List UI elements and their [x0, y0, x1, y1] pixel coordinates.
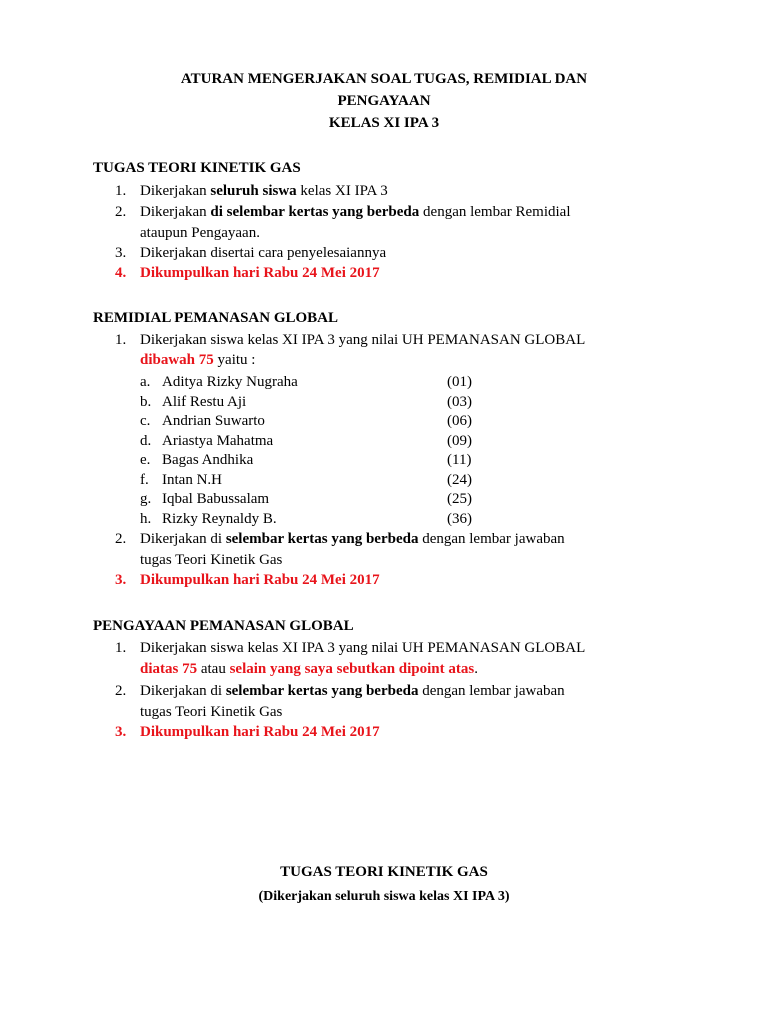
- remidial-item-3: Dikumpulkan hari Rabu 24 Mei 2017: [140, 572, 380, 588]
- tugas-item-2-number: 2.: [115, 204, 127, 220]
- pengayaan-item-2-continued: tugas Teori Kinetik Gas: [140, 704, 283, 720]
- tugas-item-1-number: 1.: [115, 183, 127, 199]
- student-name: Bagas Andhika: [162, 452, 254, 468]
- title-line-1: ATURAN MENGERJAKAN SOAL TUGAS, REMIDIAL DAN: [180, 71, 588, 87]
- student-number: (09): [447, 433, 472, 449]
- student-number: (06): [447, 413, 472, 429]
- remidial-item-1-rest: yaitu :: [213, 352, 256, 368]
- pengayaan-item-3-number: 3.: [115, 724, 127, 740]
- student-number: (03): [447, 394, 472, 410]
- tugas-item-1: [140, 183, 388, 200]
- student-name: Andrian Suwarto: [162, 413, 265, 429]
- remidial-item-2: [140, 531, 565, 548]
- student-letter: f.: [140, 472, 149, 488]
- pengayaan-item-1-end: .: [474, 661, 478, 677]
- student-name: Alif Restu Aji: [162, 394, 247, 410]
- student-number: (11): [447, 452, 472, 468]
- remidial-item-2-number: 2.: [115, 531, 127, 547]
- student-letter: e.: [140, 452, 151, 468]
- remidial-threshold: dibawah 75: [140, 352, 214, 368]
- pengayaan-item-1-mid: atau: [197, 661, 230, 677]
- title-line-3: KELAS XI IPA 3: [328, 115, 440, 131]
- tugas-item-2: [140, 204, 570, 221]
- student-letter: h.: [140, 511, 152, 527]
- pengayaan-item-1: Dikerjakan siswa kelas XI IPA 3 yang nilai UH PEMANASAN GLOBAL: [140, 640, 586, 656]
- tugas-item-2-text-a: Dikerjakan: [140, 204, 211, 220]
- tugas-item-1-text-c: kelas XI IPA 3: [296, 183, 388, 199]
- remidial-heading: REMIDIAL PEMANASAN GLOBAL: [93, 310, 339, 326]
- student-letter: g.: [140, 491, 152, 507]
- tugas-item-4-number: 4.: [115, 265, 127, 281]
- student-number: (25): [447, 491, 472, 507]
- remidial-item-1: Dikerjakan siswa kelas XI IPA 3 yang nilai UH PEMANASAN GLOBAL: [140, 332, 586, 348]
- tugas-item-2-text-c: dengan lembar Remidial: [419, 204, 571, 220]
- tugas-item-2-bold: di selembar kertas yang berbeda: [210, 204, 420, 220]
- remidial-item-1-number: 1.: [115, 332, 127, 348]
- student-letter: a.: [140, 374, 151, 390]
- student-name: Iqbal Babussalam: [162, 491, 270, 507]
- pengayaan-item-3: Dikumpulkan hari Rabu 24 Mei 2017: [140, 724, 380, 740]
- student-number: (36): [447, 511, 472, 527]
- tugas-item-4: Dikumpulkan hari Rabu 24 Mei 2017: [140, 265, 380, 281]
- remidial-item-2-text-a: Dikerjakan di: [140, 531, 226, 547]
- student-letter: c.: [140, 413, 151, 429]
- student-name: Intan N.H: [162, 472, 222, 488]
- tugas-item-2-continued: ataupun Pengayaan.: [140, 225, 260, 241]
- student-number: (01): [447, 374, 472, 390]
- document-title: [0, 68, 768, 134]
- remidial-item-2-bold: selembar kertas yang berbeda: [225, 531, 419, 547]
- student-name: Ariastya Mahatma: [162, 433, 274, 449]
- pengayaan-item-1-number: 1.: [115, 640, 127, 656]
- pengayaan-heading: PENGAYAAN PEMANASAN GLOBAL: [93, 618, 354, 634]
- tugas-item-3-number: 3.: [115, 245, 127, 261]
- remidial-item-1-continued: [140, 352, 255, 369]
- pengayaan-item-2-text-a: Dikerjakan di: [140, 683, 226, 699]
- tugas-item-1-bold: seluruh siswa: [210, 183, 297, 199]
- pengayaan-item-2: [140, 683, 565, 700]
- pengayaan-item-2-bold: selembar kertas yang berbeda: [225, 683, 419, 699]
- student-name: Aditya Rizky Nugraha: [162, 374, 298, 390]
- footer-subtitle: (Dikerjakan seluruh siswa kelas XI IPA 3): [258, 889, 510, 904]
- pengayaan-item-2-text-c: dengan lembar jawaban: [418, 683, 565, 699]
- student-number: (24): [447, 472, 472, 488]
- remidial-item-2-continued: tugas Teori Kinetik Gas: [140, 552, 283, 568]
- title-line-2: PENGAYAAN: [337, 93, 431, 109]
- pengayaan-item-1-continued: [140, 661, 478, 678]
- student-letter: b.: [140, 394, 152, 410]
- remidial-item-3-number: 3.: [115, 572, 127, 588]
- footer-title: TUGAS TEORI KINETIK GAS: [280, 864, 488, 880]
- student-letter: d.: [140, 433, 152, 449]
- tugas-heading: TUGAS TEORI KINETIK GAS: [93, 160, 301, 176]
- pengayaan-threshold: diatas 75: [140, 661, 198, 677]
- remidial-item-2-text-c: dengan lembar jawaban: [418, 531, 565, 547]
- tugas-item-1-text-a: Dikerjakan: [140, 183, 211, 199]
- pengayaan-exception: selain yang saya sebutkan dipoint atas: [229, 661, 475, 677]
- tugas-item-3: Dikerjakan disertai cara penyelesaiannya: [140, 245, 387, 261]
- pengayaan-item-2-number: 2.: [115, 683, 127, 699]
- student-name: Rizky Reynaldy B.: [162, 511, 277, 527]
